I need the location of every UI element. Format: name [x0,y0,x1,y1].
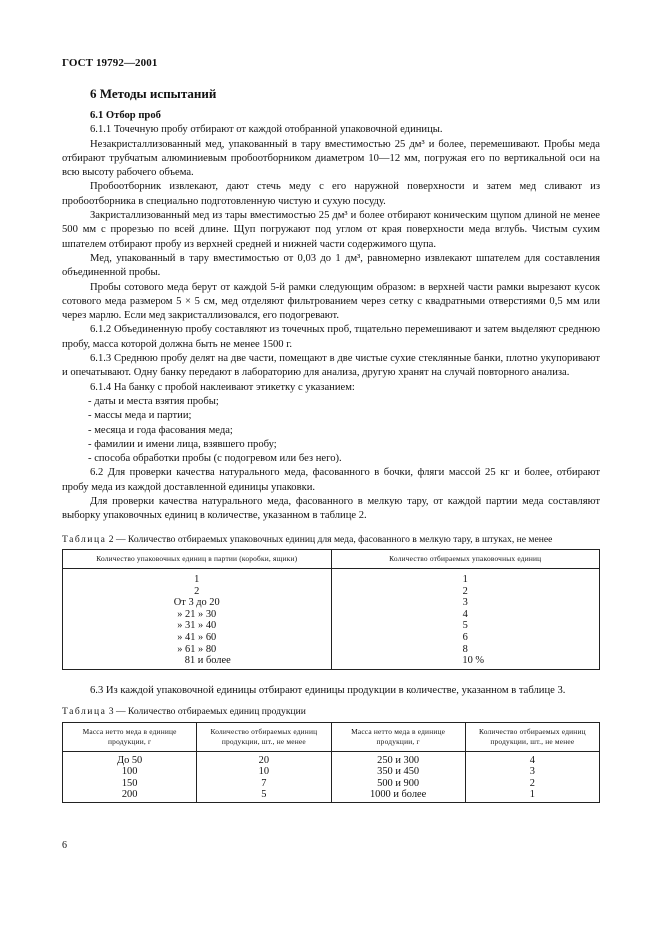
table-cell: 1 [529,789,535,801]
table-cell: » 41 » 60 [177,632,217,644]
paragraph: Для проверки качества натурального меда, фасованного в мелкую тару, от каждой партии меда составляют выборку упаковочных единиц в количестве, указанном в таблице 2. [62,496,600,522]
table2-caption-text: 2 — Количество отбираемых упаковочных единиц для меда, фасованного в мелкую тару, в штуках, не менее [106,533,553,545]
table-row [63,751,600,802]
table-cell: 2 [462,585,468,597]
table-cell: 20 [258,754,270,766]
table3-caption [62,706,600,718]
paragraph: 6.1.3 Среднюю пробу делят на две части, помещают в две чистые сухие стеклянные банки, плотно укупоривают и опечатывают. Одну банку передают в лабораторию для анализа, другую хранят на случай повторного анализа. [62,353,600,379]
table-row [63,569,600,670]
paragraph: 6.2 Для проверки качества натурального меда, фасованного в бочки, фляги массой 25 кг и более, отбирают пробу меда из каждой доставленной единицы упаковки. [62,467,600,493]
table-cell: 1 [462,574,468,586]
page-content [62,86,600,803]
section-title: 6 Методы испытаний [90,86,217,101]
table2-header-selected: Количество отбираемых упаковочных единиц [331,550,600,569]
table-cell: 200 [121,789,138,801]
page-number: 6 [62,840,67,851]
paragraph: Закристаллизованный мед из тары вместимостью 25 дм³ и более отбирают коническим щупом длиной не менее 500 мм с прорезью по всей длине. Щуп погружают под углом от края поверхности меда вглубь. Чистым сухим шпателем отбирают пробу из верхней средней и нижней части содержимого щупа. [62,210,600,250]
list-item: - даты и места взятия пробы; [88,395,600,409]
table-cell: 1000 и более [369,789,427,801]
table3-header-count-1: Количество отбираемых единиц продукции, шт., не менее [197,722,331,751]
paragraph: 6.3 Из каждой упаковочной единицы отбирают единицы продукции в количестве, указанном в таблице 3. [90,684,566,696]
table3-header-mass-1: Масса нетто меда в единице продукции, г [63,722,197,751]
table-cell: 10 % [462,655,485,667]
table3-header-mass-2: Масса нетто меда в единице продукции, г [331,722,465,751]
table-cell: 8 [462,643,468,655]
table-cell: 150 [121,777,138,789]
table-header-row [63,550,600,569]
table2 [62,549,600,670]
table2-caption [62,534,600,546]
table-cell: 4 [529,754,535,766]
paragraph: 6.1.1 Точечную пробу отбирают от каждой отобранной упаковочной единицы. [90,124,443,136]
paragraph: Мед, упакованный в тару вместимостью от 0,03 до 1 дм³, равномерно извлекают шпателем для составления объединенной пробы. [62,252,600,279]
table-cell: » 21 » 30 [177,608,217,620]
paragraph: 6.1.2 Объединенную пробу составляют из точечных проб, тщательно перемешивают и затем выделяют среднюю пробу, масса которой должна быть не менее 1500 г. [62,324,600,350]
table3-col1 [63,751,197,802]
table3-caption-text: 3 — Количество отбираемых единиц продукции [106,706,306,718]
table-cell: 10 [258,766,270,778]
table-cell: 2 [529,777,535,789]
table3-header-count-2: Количество отбираемых единиц продукции, шт., не менее [465,722,599,751]
table3-caption-word: Таблица [62,706,107,718]
table-cell: 7 [261,777,267,789]
list-item: - фамилии и имени лица, взявшего пробу; [88,438,600,452]
paragraph: Пробоотборник извлекают, дают стечь меду с его наружной поверхности и затем мед сливают из пробоотборника в специально подготовленную чистую и сухую посуду. [62,181,600,207]
table3-col4 [465,751,599,802]
table2-col2 [331,569,600,670]
table-cell: » 61 » 80 [177,643,217,655]
table2-col1 [63,569,332,670]
table-header-row [63,722,600,751]
table-cell: 2 [194,585,200,597]
table2-header-batch: Количество упаковочных единиц в партии (коробки, ящики) [63,550,332,569]
label-requirements-list [62,395,600,466]
subsection-title: 6.1 Отбор проб [90,110,161,121]
list-item: - способа обработки пробы (с подогревом или без него). [88,452,600,466]
table-cell: 81 и более [184,655,231,667]
table-cell: 3 [529,766,535,778]
table-cell: До 50 [116,754,143,766]
table-cell: 4 [462,608,468,620]
table-cell: 1 [194,574,200,586]
paragraph: 6.1.4 На банку с пробой наклеивают этикетку с указанием: [90,381,355,393]
list-item: - месяца и года фасования меда; [88,424,600,438]
table2-caption-word: Таблица [62,533,107,545]
table-cell: 350 и 450 [377,766,420,778]
table3-col2 [197,751,331,802]
table-cell: » 31 » 40 [177,620,217,632]
table-cell: 500 и 900 [377,777,420,789]
table-cell: 250 и 300 [377,754,420,766]
table-cell: 100 [121,766,138,778]
table3 [62,722,600,803]
list-item: - массы меда и партии; [88,409,600,423]
table-cell: 3 [462,597,468,609]
table-cell: 6 [462,632,468,644]
table3-col3 [331,751,465,802]
paragraph: Пробы сотового меда берут от каждой 5-й рамки следующим образом: в верхней части рамки вырезают кусок сотового меда размером 5 × 5 см, мед отделяют фильтрованием через сетку с квадратными отверстиями 0,5 мм или через марлю. Если мед закристаллизовался, его подогревают. [62,281,600,322]
table-cell: 5 [261,789,267,801]
table-cell: 5 [462,620,468,632]
paragraph: Незакристаллизованный мед, упакованный в тару вместимостью 25 дм³ и более, перемешивают. Пробы меда отбирают трубчатым алюминиевым пробоотборником диаметром 10—12 мм, погружая его по вертикальной оси на всю высоту рабочего объема. [62,138,600,179]
document-header: ГОСТ 19792—2001 [62,57,158,69]
table-cell: От 3 до 20 [173,597,220,609]
